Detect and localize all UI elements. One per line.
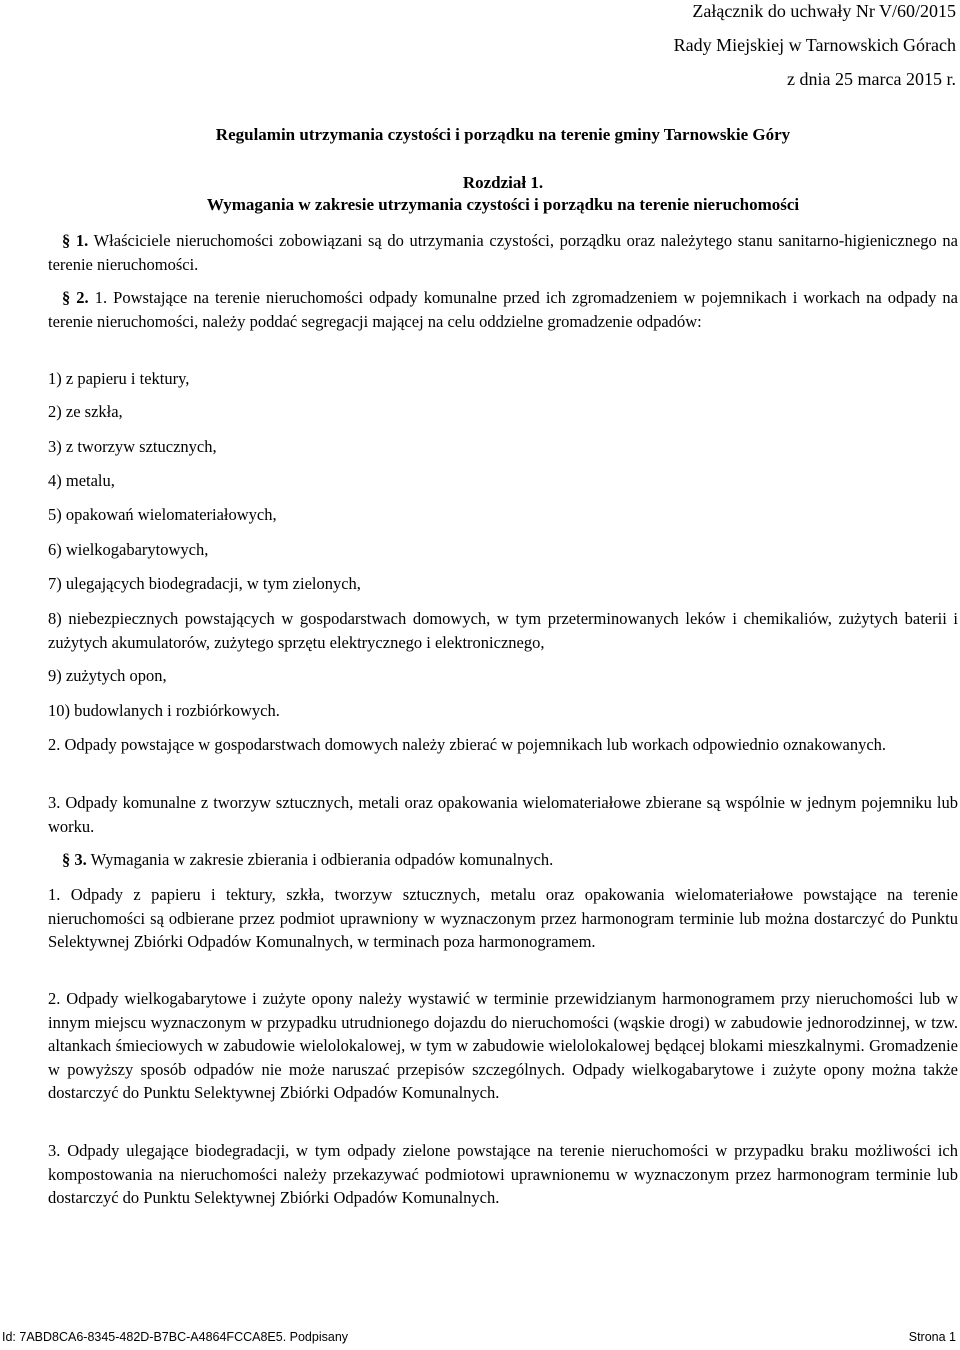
section-3-heading-text: Wymagania w zakresie zbierania i odbierania odpadów komunalnych. — [86, 850, 554, 869]
section-2-paragraph-1 — [48, 286, 958, 333]
section-3-paragraph-3: 3. Odpady ulegające biodegradacji, w tym odpady zielone powstające na terenie nieruchomości w przypadku braku możliwości ich kompostowania na nieruchomości należy przekazywać podmiotowi uprawnionemu w wyznaczonym przez harmonogram terminie lub dostarczyć do Punktu Selektywnej Zbiórki Odpadów Komunalnych. — [48, 1141, 958, 1207]
document-title: Regulamin utrzymania czystości i porządku na terenie gminy Tarnowskie Góry — [215, 125, 791, 144]
header-line-3: z dnia 25 marca 2015 r. — [787, 69, 956, 89]
list-item: 2) ze szkła, — [48, 402, 123, 421]
chapter-number: Rozdział 1. — [462, 173, 544, 192]
section-2-paragraph-3: 3. Odpady komunalne z tworzyw sztucznych, metali oraz opakowania wielomateriałowe zbierane są wspólnie w jednym pojemniku lub worku. — [48, 793, 958, 836]
list-item: 7) ulegających biodegradacji, w tym zielonych, — [48, 574, 361, 593]
section-1 — [48, 229, 958, 276]
chapter-name: Wymagania w zakresie utrzymania czystości i porządku na terenie nieruchomości — [206, 195, 800, 214]
list-item: 10) budowlanych i rozbiórkowych. — [48, 701, 280, 720]
section-3-heading — [48, 848, 958, 872]
list-item: 8) niebezpiecznych powstających w gospodarstwach domowych, w tym przeterminowanych leków i chemikaliów, zużytych baterii i zużytych akumulatorów, zużytego sprzętu elektrycznego i elektronicznego, — [48, 609, 958, 652]
list-item: 5) opakowań wielomateriałowych, — [48, 505, 277, 524]
document-id: Id: 7ABD8CA6-8345-482D-B7BC-A4864FCCA8E5. Podpisany — [2, 1330, 349, 1344]
section-3-mark: § 3. — [62, 850, 87, 869]
header-line-2: Rady Miejskiej w Tarnowskich Górach — [673, 35, 956, 55]
page-number: Strona 1 — [908, 1330, 956, 1344]
list-item: 1) z papieru i tektury, — [48, 369, 190, 388]
header-line-1: Załącznik do uchwały Nr V/60/2015 — [692, 1, 956, 21]
section-3-paragraph-1: 1. Odpady z papieru i tektury, szkła, tworzyw sztucznych, metalu oraz opakowania wielomateriałowe powstające na terenie nieruchomości są odbierane przez podmiot uprawniony w wyznaczonym przez harmonogram terminie lub można dostarczyć do Punktu Selektywnej Zbiórki Odpadów Komunalnych, w terminach poza harmonogramem. — [48, 885, 958, 951]
section-2-p1-text: 1. Powstające na terenie nieruchomości odpady komunalne przed ich zgromadzeniem w pojemnikach i workach na odpady na terenie nieruchomości, należy poddać segregacji mającej na celu oddzielne gromadzenie odpadów: — [48, 288, 958, 331]
section-1-text: Właściciele nieruchomości zobowiązani są do utrzymania czystości, porządku oraz należytego stanu sanitarno-higienicznego na terenie nieruchomości. — [48, 231, 958, 274]
list-item: 6) wielkogabarytowych, — [48, 540, 209, 559]
section-3-paragraph-2: 2. Odpady wielkogabarytowe i zużyte opony należy wystawić w terminie przewidzianym harmonogramem przy nieruchomości lub w innym miejscu wyznaczonym w przypadku utrudnionego dojazdu do nieruchomości (wąskie drogi) w zabudowie jednorodzinnej, w tzw. altankach śmieciowych w zabudowie wielolokalowej, w tym w zabudowie wielolokalowej będącej blokami mieszkalnymi. Gromadzenie w powyższy sposób odpadów nie może naruszać przepisów szczególnych. Odpady wielkogabarytowe i zużyte opony można także dostarczyć do Punktu Selektywnej Zbiórki Odpadów Komunalnych. — [48, 989, 958, 1102]
list-item: 4) metalu, — [48, 471, 115, 490]
section-2-mark: § 2. — [62, 288, 89, 307]
section-2-paragraph-2: 2. Odpady powstające w gospodarstwach domowych należy zbierać w pojemnikach lub workach odpowiednio oznakowanych. — [48, 735, 887, 754]
section-1-mark: § 1. — [62, 231, 89, 250]
list-item: 9) zużytych opon, — [48, 666, 167, 685]
list-item: 3) z tworzyw sztucznych, — [48, 437, 217, 456]
